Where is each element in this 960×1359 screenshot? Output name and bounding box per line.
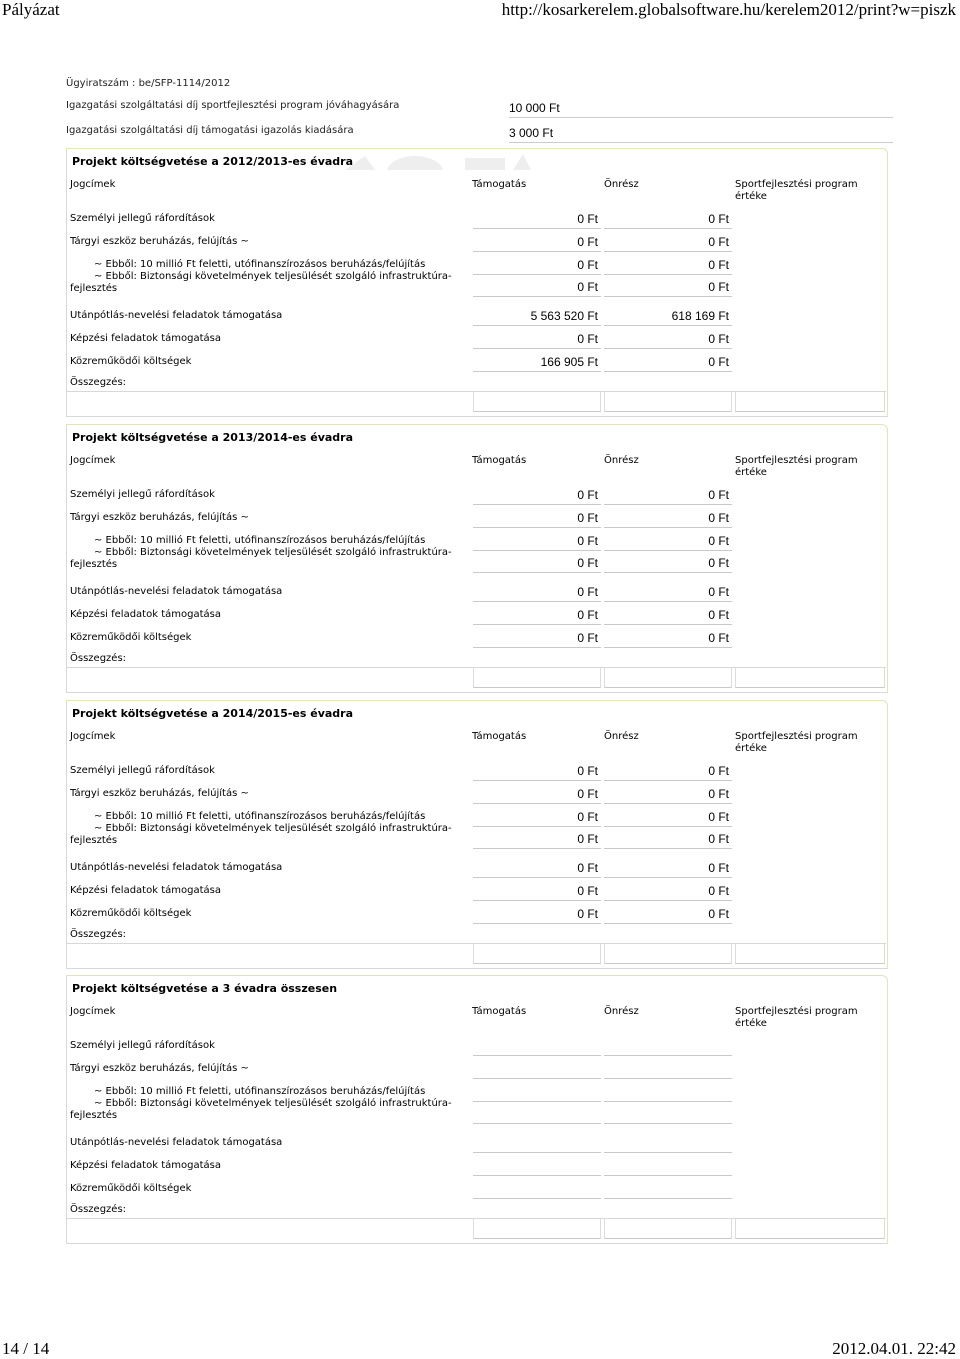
fee-approval-label: Igazgatási szolgáltatási díj sportfejlesztési program jóváhagyására [66,100,400,111]
table-row [67,1133,887,1155]
row-label: Tárgyi eszköz beruházás, felújítás ~ [70,1063,249,1074]
osszegzes-label: Összegzés: [70,653,127,664]
row-label: Utánpótlás-nevelési feladatok támogatása [70,310,283,321]
onresz-value: 618 169 Ft [604,307,732,326]
col-onresz: Önrész [604,179,639,190]
col-onresz: Önrész [604,731,639,742]
summary-row [67,667,886,692]
summary-tamogatas [473,668,601,688]
onresz-value: 0 Ft [604,210,732,229]
table-row [67,1036,887,1058]
table-row [67,628,887,650]
summary-sportfejlesztes [735,944,885,964]
onresz-value: 0 Ft [604,554,732,573]
tamogatas-value: 0 Ft [473,532,601,551]
row-label: Képzési feladatok támogatása [70,333,221,344]
tamogatas-value [473,1037,601,1056]
summary-onresz [604,944,732,964]
onresz-value: 0 Ft [604,808,732,827]
osszegzes-label: Összegzés: [70,929,127,940]
col-onresz: Önrész [604,1006,639,1017]
row-label: Tárgyi eszköz beruházás, felújítás ~ [70,512,249,523]
section-title: Projekt költségvetése a 2014/2015-es évadra [72,707,354,720]
onresz-value [604,1157,732,1176]
table-row [67,306,887,328]
print-datetime: 2012.04.01. 22:42 [832,1339,956,1358]
table-row [67,232,887,254]
tamogatas-value: 0 Ft [473,882,601,901]
table-row [67,1179,887,1201]
col-tamogatas: Támogatás [472,731,527,742]
row-label: ~ Ebből: Biztonsági követelmények teljesülését szolgáló infrastruktúra- [94,547,452,558]
column-header-row [67,451,887,478]
tamogatas-value: 0 Ft [473,486,601,505]
fee-certificate-label: Igazgatási szolgáltatási díj támogatási igazolás kiadására [66,125,354,136]
col-jogcimek: Jogcímek [70,455,116,466]
row-label: Képzési feladatok támogatása [70,609,221,620]
row-label: Képzési feladatok támogatása [70,1160,221,1171]
section-title: Projekt költségvetése a 2012/2013-es évadra [72,155,354,168]
table-row [67,329,887,351]
fee-certificate-amount: 3 000 Ft [509,126,893,143]
col-sportfejlesztes: Sportfejlesztési program [735,1006,858,1017]
onresz-value [604,1037,732,1056]
osszegzes-label: Összegzés: [70,377,127,388]
row-label-cont: fejlesztés [70,835,118,846]
col-sportfejlesztes: Sportfejlesztési program [735,179,858,190]
col-jogcimek: Jogcímek [70,731,116,742]
col-sportfejlesztes: Sportfejlesztési program [735,455,858,466]
row-label: Személyi jellegű ráfordítások [70,213,215,224]
summary-row [67,943,886,968]
row-label: ~ Ebből: Biztonsági követelmények teljesülését szolgáló infrastruktúra- [94,271,452,282]
table-row [67,823,887,845]
tamogatas-value: 166 905 Ft [473,353,601,372]
table-row [67,1059,887,1081]
tamogatas-value: 0 Ft [473,629,601,648]
row-label: Utánpótlás-nevelési feladatok támogatása [70,586,283,597]
row-label: Tárgyi eszköz beruházás, felújítás ~ [70,788,249,799]
row-label: Személyi jellegű ráfordítások [70,489,215,500]
ugyiratszam: Ügyiratszám : be/SFP-1114/2012 [66,78,231,89]
header-title: Pályázat [2,0,60,19]
tamogatas-value [473,1157,601,1176]
row-label-cont: fejlesztés [70,559,118,570]
table-row [67,761,887,783]
table-row [67,485,887,507]
table-row [67,858,887,880]
table-row [67,547,887,569]
tamogatas-value [473,1134,601,1153]
summary-onresz [604,392,732,412]
column-header-row [67,1002,887,1029]
table-row [67,352,887,374]
summary-sportfejlesztes [735,668,885,688]
row-label-cont: fejlesztés [70,1110,118,1121]
onresz-value: 0 Ft [604,233,732,252]
tamogatas-value: 0 Ft [473,606,601,625]
tamogatas-value: 0 Ft [473,808,601,827]
table-row [67,582,887,604]
tamogatas-value [473,1060,601,1079]
table-row [67,904,887,926]
col-sportfejlesztes-line2: értéke [735,1018,767,1029]
col-sportfejlesztes-line2: értéke [735,743,767,754]
tamogatas-value: 0 Ft [473,256,601,275]
page-number: 14 / 14 [2,1339,50,1358]
row-label: Közreműködői költségek [70,1183,192,1194]
summary-row [67,391,886,416]
onresz-value: 0 Ft [604,532,732,551]
col-sportfejlesztes: Sportfejlesztési program [735,731,858,742]
onresz-value: 0 Ft [604,762,732,781]
header-url[interactable]: http://kosarkerelem.globalsoftware.hu/kerelem2012/print?w=piszk [501,0,956,19]
tamogatas-value: 5 563 520 Ft [473,307,601,326]
summary-tamogatas [473,1219,601,1239]
row-label: Közreműködői költségek [70,632,192,643]
col-tamogatas: Támogatás [472,455,527,466]
onresz-value [604,1180,732,1199]
onresz-value: 0 Ft [604,905,732,924]
row-label: Utánpótlás-nevelési feladatok támogatása [70,862,283,873]
budget-section [66,700,888,969]
table-row [67,784,887,806]
col-sportfejlesztes-line2: értéke [735,191,767,202]
row-label: ~ Ebből: Biztonsági követelmények teljesülését szolgáló infrastruktúra- [94,1098,452,1109]
row-label: ~ Ebből: 10 millió Ft feletti, utófinanszírozásos beruházás/felújítás [94,1086,426,1097]
tamogatas-value: 0 Ft [473,278,601,297]
section-title: Projekt költségvetése a 3 évadra összesen [72,982,338,995]
onresz-value: 0 Ft [604,606,732,625]
row-label: Képzési feladatok támogatása [70,885,221,896]
onresz-value: 0 Ft [604,830,732,849]
row-label: ~ Ebből: 10 millió Ft feletti, utófinanszírozásos beruházás/felújítás [94,259,426,270]
onresz-value: 0 Ft [604,882,732,901]
row-label: ~ Ebből: 10 millió Ft feletti, utófinanszírozásos beruházás/felújítás [94,535,426,546]
onresz-value: 0 Ft [604,785,732,804]
table-row [67,1098,887,1120]
tamogatas-value: 0 Ft [473,762,601,781]
column-header-row [67,727,887,754]
onresz-value: 0 Ft [604,278,732,297]
onresz-value: 0 Ft [604,859,732,878]
summary-tamogatas [473,392,601,412]
row-label: Személyi jellegű ráfordítások [70,765,215,776]
onresz-value: 0 Ft [604,583,732,602]
onresz-value [604,1060,732,1079]
tamogatas-value: 0 Ft [473,233,601,252]
table-row [67,1156,887,1178]
summary-onresz [604,1219,732,1239]
row-label: Személyi jellegű ráfordítások [70,1040,215,1051]
tamogatas-value: 0 Ft [473,583,601,602]
row-label: ~ Ebből: Biztonsági követelmények teljesülését szolgáló infrastruktúra- [94,823,452,834]
onresz-value [604,1134,732,1153]
table-row [67,605,887,627]
col-onresz: Önrész [604,455,639,466]
row-label: Utánpótlás-nevelési feladatok támogatása [70,1137,283,1148]
col-sportfejlesztes-line2: értéke [735,467,767,478]
summary-onresz [604,668,732,688]
tamogatas-value: 0 Ft [473,509,601,528]
tamogatas-value: 0 Ft [473,830,601,849]
row-label: Közreműködői költségek [70,908,192,919]
tamogatas-value: 0 Ft [473,785,601,804]
budget-section [66,424,888,693]
tamogatas-value: 0 Ft [473,210,601,229]
budget-section [66,148,888,417]
onresz-value: 0 Ft [604,353,732,372]
onresz-value: 0 Ft [604,256,732,275]
row-label: Közreműködői költségek [70,356,192,367]
section-title: Projekt költségvetése a 2013/2014-es évadra [72,431,354,444]
tamogatas-value [473,1180,601,1199]
onresz-value [604,1105,732,1124]
table-row [67,508,887,530]
summary-row [67,1218,886,1243]
tamogatas-value: 0 Ft [473,554,601,573]
tamogatas-value: 0 Ft [473,905,601,924]
summary-sportfejlesztes [735,1219,885,1239]
summary-tamogatas [473,944,601,964]
tamogatas-value [473,1105,601,1124]
onresz-value: 0 Ft [604,330,732,349]
row-label-cont: fejlesztés [70,283,118,294]
column-header-row [67,175,887,202]
onresz-value: 0 Ft [604,486,732,505]
summary-sportfejlesztes [735,392,885,412]
col-tamogatas: Támogatás [472,1006,527,1017]
osszegzes-label: Összegzés: [70,1204,127,1215]
col-jogcimek: Jogcímek [70,1006,116,1017]
table-row [67,209,887,231]
row-label: ~ Ebből: 10 millió Ft feletti, utófinanszírozásos beruházás/felújítás [94,811,426,822]
row-label: Tárgyi eszköz beruházás, felújítás ~ [70,236,249,247]
fee-approval-amount: 10 000 Ft [509,101,893,118]
tamogatas-value: 0 Ft [473,330,601,349]
onresz-value: 0 Ft [604,629,732,648]
budget-section [66,975,888,1244]
table-row [67,881,887,903]
col-jogcimek: Jogcímek [70,179,116,190]
table-row [67,271,887,293]
onresz-value: 0 Ft [604,509,732,528]
tamogatas-value: 0 Ft [473,859,601,878]
col-tamogatas: Támogatás [472,179,527,190]
